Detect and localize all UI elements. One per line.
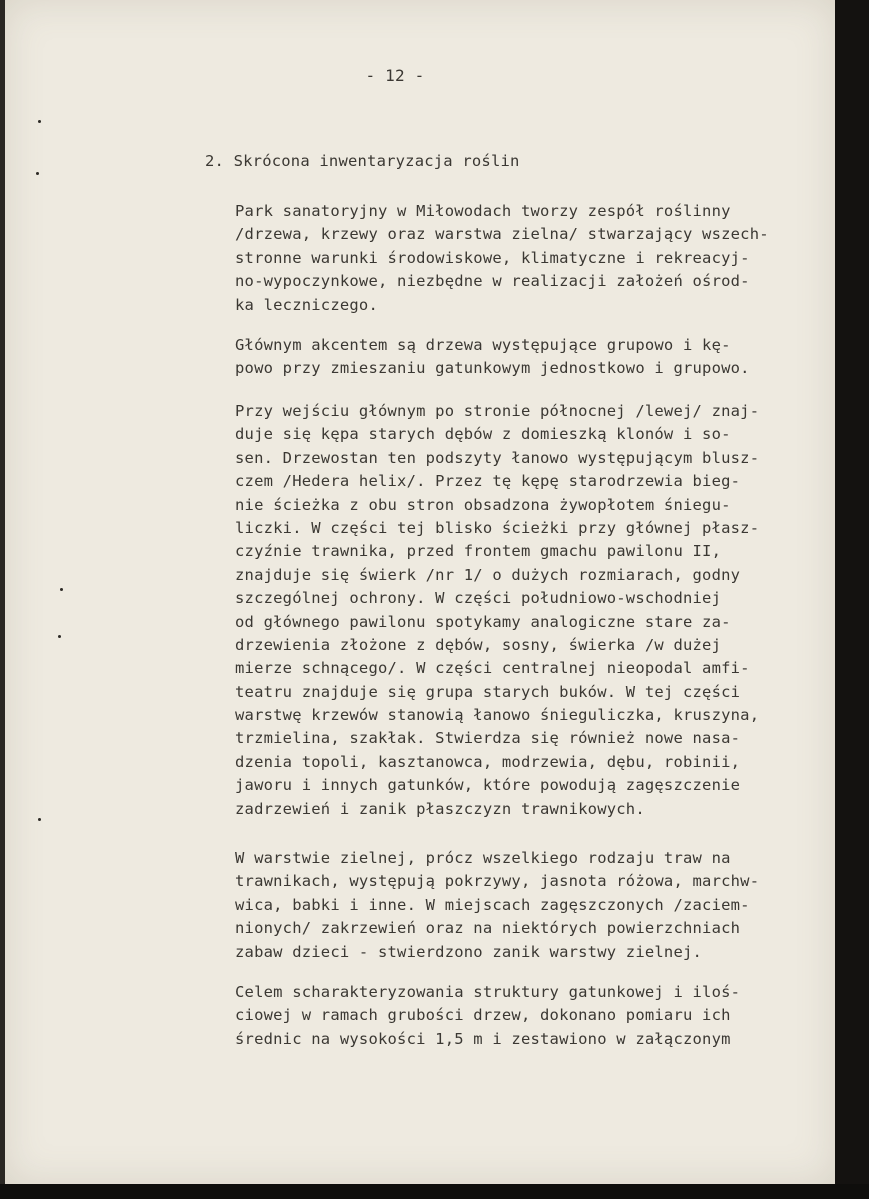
scan-speck — [38, 818, 41, 821]
text-line: trzmielina, szakłak. Stwierdza się również nowe nasa- — [235, 729, 741, 748]
text-line: nie ścieżka z obu stron obsadzona żywopłotem śniegu- — [235, 495, 731, 514]
text-line: Przy wejściu głównym po stronie północnej /lewej/ znaj- — [235, 402, 760, 420]
text-line: szczególnej ochrony. W części południowo-wschodniej — [235, 589, 722, 608]
section-heading: 2. Skrócona inwentaryzacja roślin — [205, 152, 520, 170]
text-line: /drzewa, krzewy oraz warstwa zielna/ stwarzający wszech- — [235, 225, 769, 244]
text-line: drzewienia złożone z dębów, sosny, świerka /w dużej — [235, 635, 722, 654]
page-number: - 12 - — [365, 66, 425, 85]
text-line: sen. Drzewostan ten podszyty łanowo występującym blusz- — [235, 448, 760, 467]
paragraph-3 — [235, 400, 759, 821]
text-line: no-wypoczynkowe, niezbędne w realizacji założeń ośrod- — [235, 272, 750, 291]
text-line: powo przy zmieszaniu gatunkowym jednostkowo i grupowo. — [235, 359, 750, 378]
paragraph-4 — [235, 847, 759, 964]
text-line: ka leczniczego. — [235, 295, 378, 314]
text-line: teatru znajduje się grupa starych buków. W tej części — [235, 682, 741, 701]
paragraph-2 — [235, 334, 750, 381]
text-line: czem /Hedera helix/. Przez tę kępę starodrzewia bieg- — [235, 472, 741, 491]
text-line: czyźnie trawnika, przed frontem gmachu pawilonu II, — [235, 542, 722, 561]
scan-speck — [58, 635, 61, 638]
text-line: znajduje się świerk /nr 1/ o dużych rozmiarach, godny — [235, 565, 741, 584]
text-line: trawnikach, występują pokrzywy, jasnota różowa, marchw- — [235, 872, 760, 891]
text-line: jaworu i innych gatunków, które powodują zagęszczenie — [235, 776, 741, 795]
text-line: Park sanatoryjny w Miłowodach tworzy zespół roślinny — [235, 202, 731, 220]
paragraph-1 — [235, 200, 769, 317]
scan-bottom-edge — [0, 1184, 869, 1199]
paragraph-5 — [235, 981, 740, 1051]
text-line: dzenia topoli, kasztanowca, modrzewia, dębu, robinii, — [235, 752, 741, 771]
text-line: Głównym akcentem są drzewa występujące grupowo i kę- — [235, 336, 731, 354]
text-line: wica, babki i inne. W miejscach zagęszczonych /zaciem- — [235, 895, 750, 914]
scan-speck — [60, 588, 63, 591]
scan-right-edge — [835, 0, 869, 1199]
text-line: W warstwie zielnej, prócz wszelkiego rodzaju traw na — [235, 849, 731, 867]
text-line: mierze schnącego/. W części centralnej nieopodal amfi- — [235, 659, 750, 678]
text-line: Celem scharakteryzowania struktury gatunkowej i iloś- — [235, 983, 741, 1001]
scan-speck — [38, 120, 41, 123]
text-line: ciowej w ramach grubości drzew, dokonano pomiaru ich — [235, 1006, 731, 1025]
document-page — [5, 0, 835, 1184]
text-line: stronne warunki środowiskowe, klimatyczne i rekreacyj- — [235, 248, 750, 267]
scan-speck — [36, 172, 39, 175]
text-line: warstwę krzewów stanowią łanowo śnieguliczka, kruszyna, — [235, 706, 760, 725]
text-line: od głównego pawilonu spotykamy analogiczne stare za- — [235, 612, 731, 631]
text-line: nionych/ zakrzewień oraz na niektórych powierzchniach — [235, 919, 741, 938]
text-line: zadrzewień i zanik płaszczyzn trawnikowych. — [235, 799, 645, 818]
text-line: zabaw dzieci - stwierdzono zanik warstwy zielnej. — [235, 942, 703, 961]
text-line: liczki. W części tej blisko ścieżki przy głównej płasz- — [235, 518, 760, 537]
text-line: duje się kępa starych dębów z domieszką klonów i so- — [235, 425, 731, 444]
text-line: średnic na wysokości 1,5 m i zestawiono w załączonym — [235, 1029, 731, 1048]
